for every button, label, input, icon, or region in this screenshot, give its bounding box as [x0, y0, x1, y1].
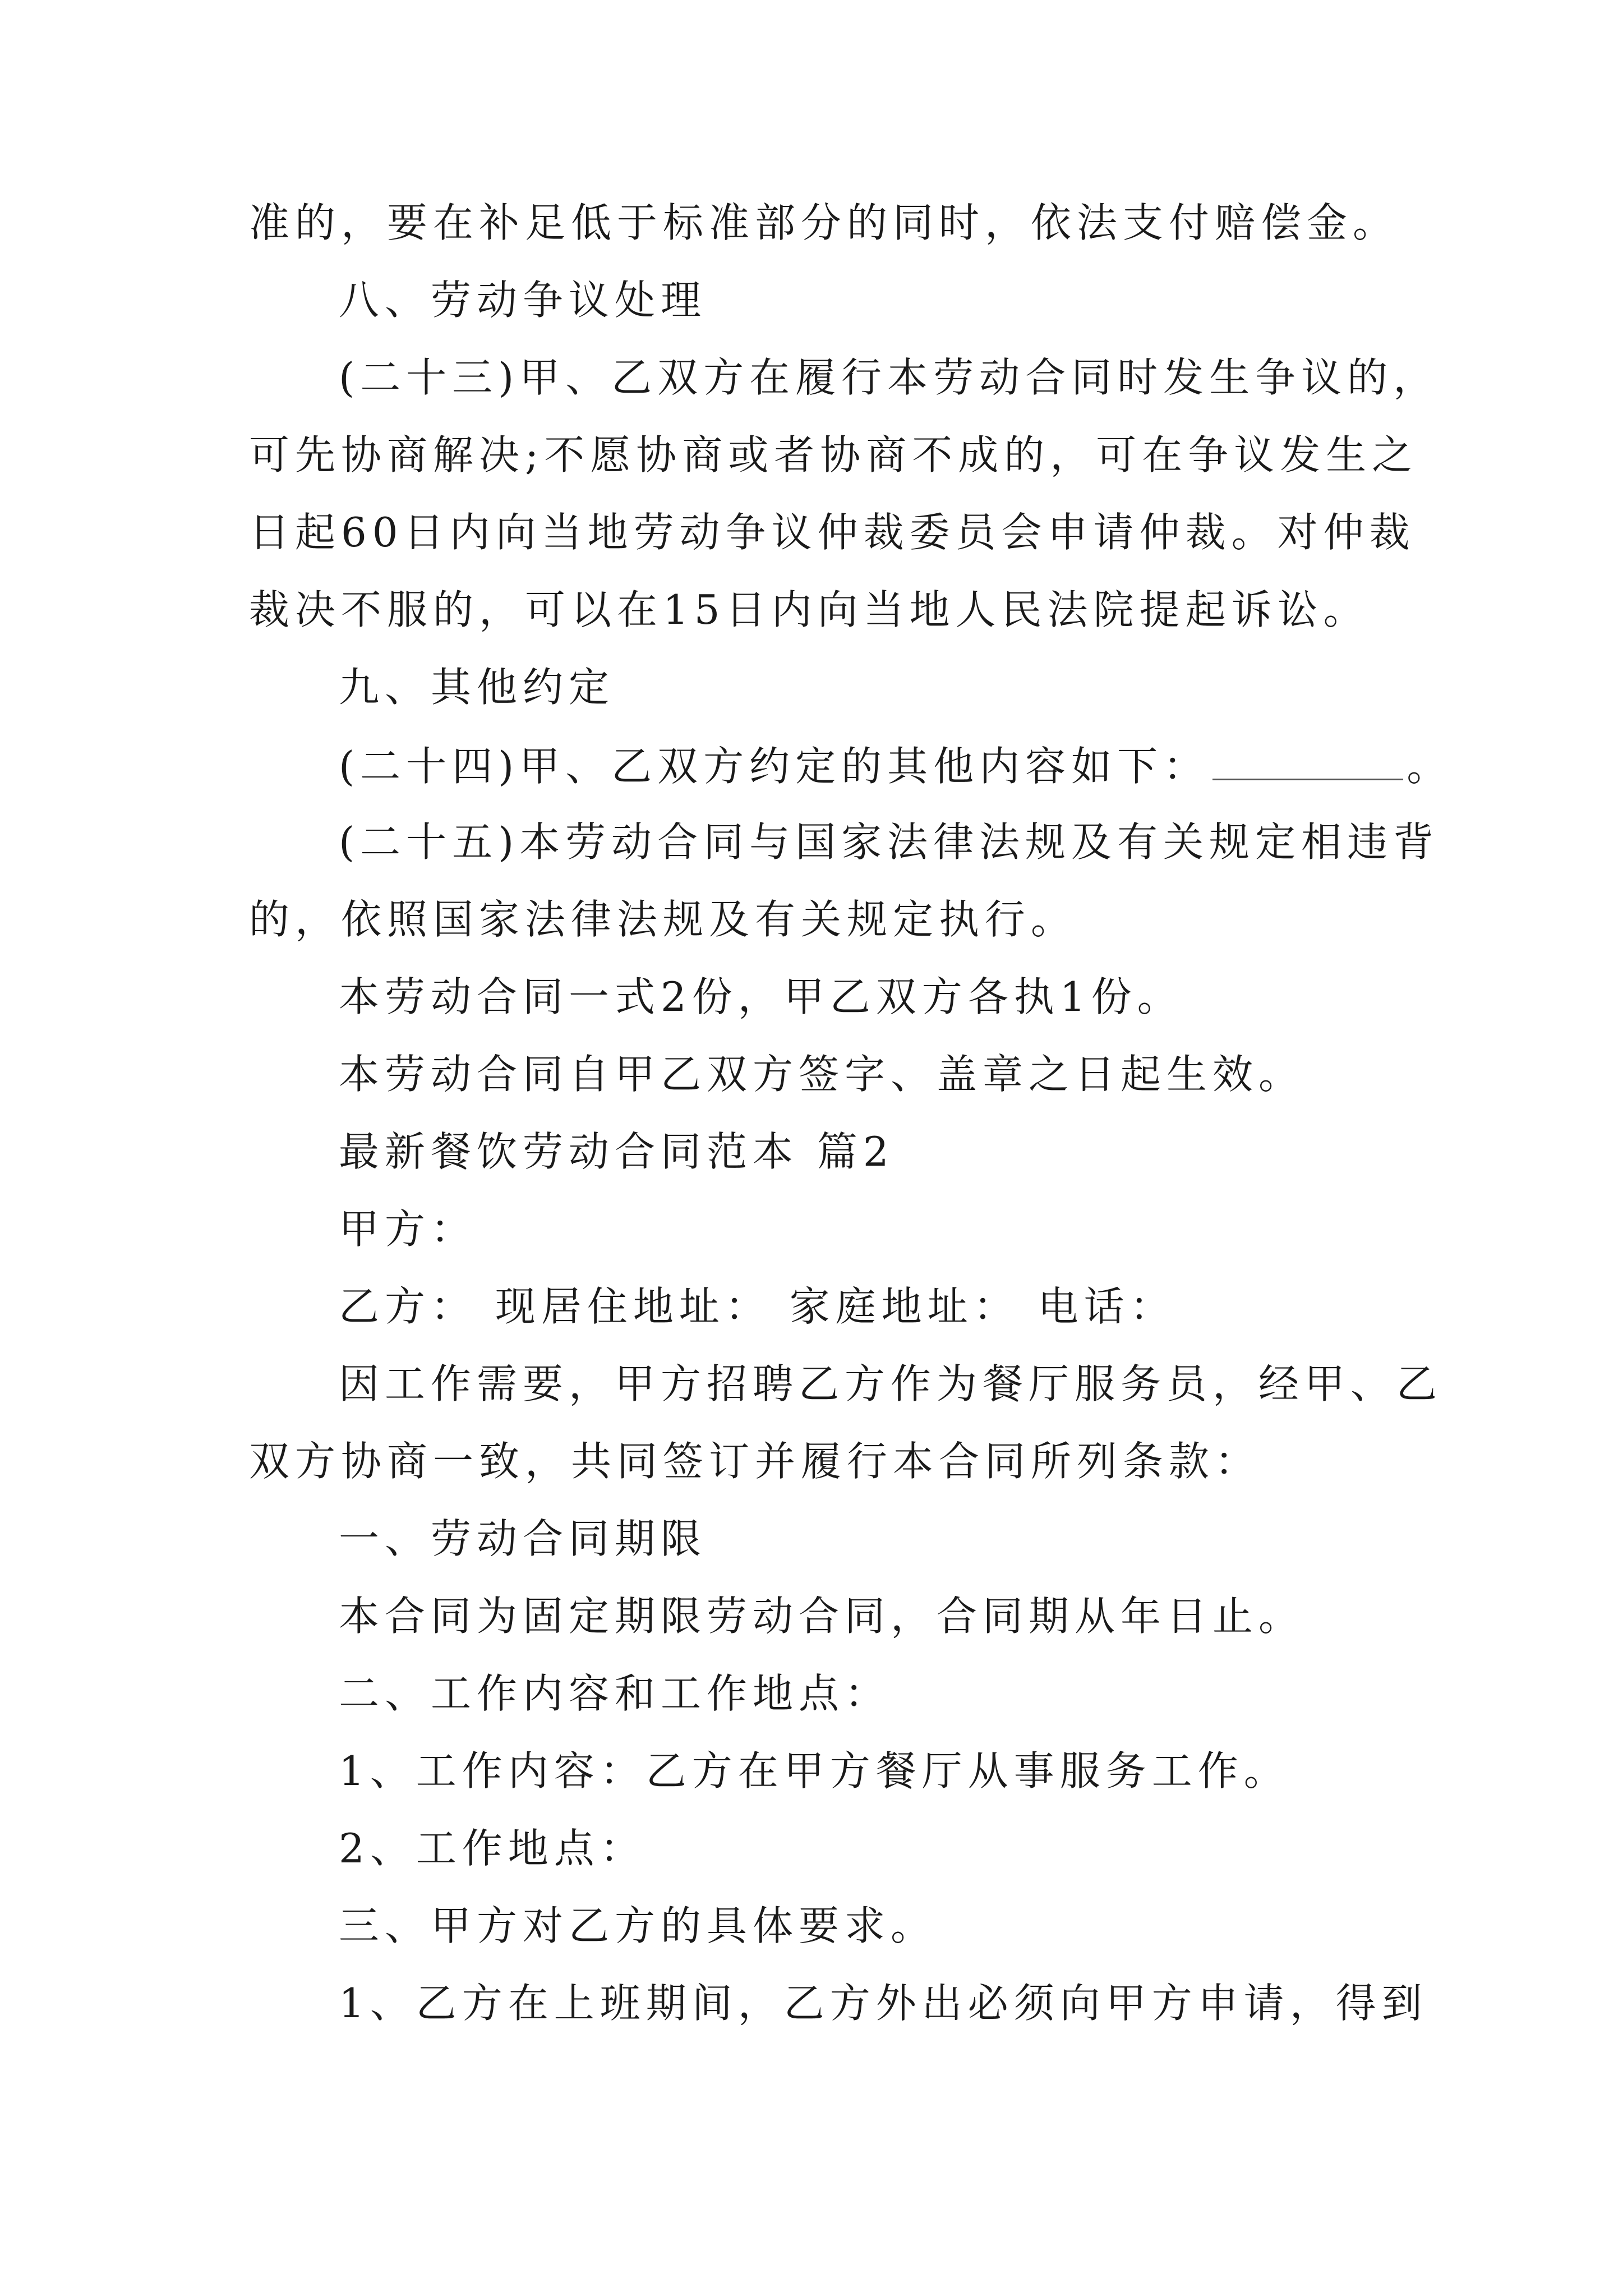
paragraph-line: (二十三)甲、乙双方在履行本劳动合同时发生争议的， [339, 354, 1440, 401]
paragraph-line: 裁决不服的，可以在15日内向当地人民法院提起诉讼。 [249, 586, 1370, 633]
paragraph-line: 1、乙方在上班期间，乙方外出必须向甲方申请，得到 [339, 1980, 1428, 2027]
party-b-line: 乙方： 现居住地址： 家庭地址： 电话： [339, 1283, 1176, 1330]
section-heading: 一、劳动合同期限 [339, 1515, 707, 1562]
paragraph-line: 的，依照国家法律法规及有关规定执行。 [249, 896, 1077, 943]
section-heading: 三、甲方对乙方的具体要求。 [339, 1902, 937, 1949]
document-body [249, 197, 1453, 2055]
paragraph-line: 因工作需要，甲方招聘乙方作为餐厅服务员，经甲、乙 [339, 1360, 1443, 1407]
paragraph-line: 双方协商一致，共同签订并履行本合同所列条款： [249, 1438, 1261, 1485]
section-heading: 二、工作内容和工作地点： [339, 1670, 891, 1717]
party-a-line: 甲方： [339, 1205, 477, 1253]
document-subtitle: 最新餐饮劳动合同范本 篇2 [339, 1128, 895, 1175]
section-heading: 八、劳动争议处理 [339, 277, 707, 324]
paragraph-line: 可先协商解决;不愿协商或者协商不成的，可在争议发生之 [249, 431, 1418, 478]
clause-text: (二十四)甲、乙双方约定的其他内容如下： [339, 743, 1210, 790]
paragraph-line: 1、工作内容：乙方在甲方餐厅从事服务工作。 [339, 1747, 1290, 1795]
section-heading: 九、其他约定 [339, 664, 615, 711]
paragraph-line: 本合同为固定期限劳动合同，合同期从年日止。 [339, 1593, 1305, 1640]
paragraph-line: 日起60日内向当地劳动争议仲裁委员会申请仲裁。对仲裁 [249, 509, 1415, 556]
paragraph-line: 2、工作地点： [339, 1825, 646, 1872]
paragraph-line: 本劳动合同一式2份，甲乙双方各执1份。 [339, 973, 1183, 1020]
paragraph-line [249, 739, 1453, 790]
clause-end-mark: 。 [1407, 743, 1453, 790]
paragraph-line: (二十五)本劳动合同与国家法律法规及有关规定相违背 [339, 818, 1440, 866]
paragraph-line: 准的，要在补足低于标准部分的同时，依法支付赔偿金。 [249, 199, 1399, 246]
fill-in-blank [1212, 739, 1403, 780]
paragraph-line: 本劳动合同自甲乙双方签字、盖章之日起生效。 [339, 1051, 1305, 1098]
